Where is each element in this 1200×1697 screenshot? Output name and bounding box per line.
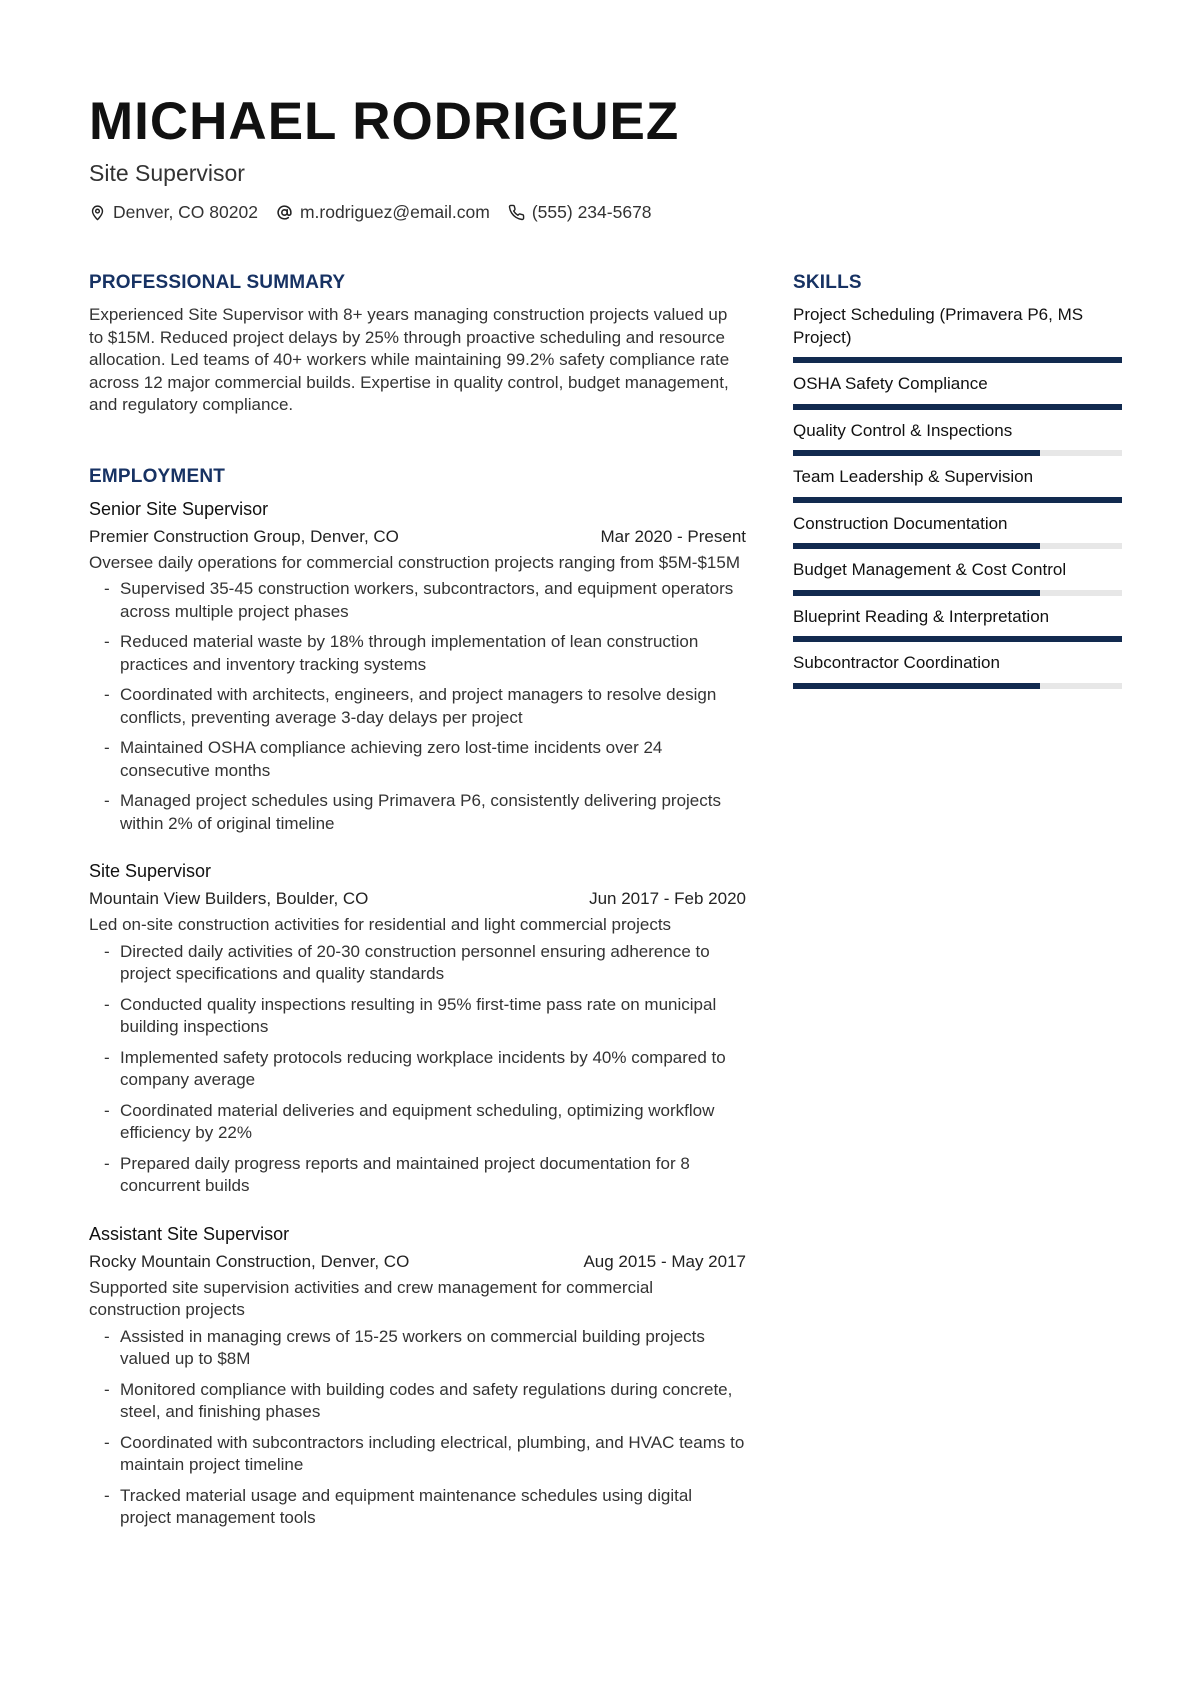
job-title: Site Supervisor bbox=[89, 861, 212, 881]
job-description: Supported site supervision activities and crew management for commercial construction projects bbox=[89, 1277, 654, 1319]
skill-label: Budget Management & Cost Control bbox=[793, 560, 1067, 579]
contact-location bbox=[89, 202, 258, 223]
location-pin-icon bbox=[89, 204, 106, 221]
summary-heading: PROFESSIONAL SUMMARY bbox=[89, 272, 346, 293]
skill-bar-track bbox=[793, 450, 1122, 456]
job-company: Mountain View Builders, Boulder, CO bbox=[89, 889, 369, 908]
bullet-text: Assisted in managing crews of 15-25 workers on commercial building projects valued up to $8M bbox=[120, 1326, 705, 1368]
job-entry bbox=[89, 1223, 746, 1530]
skill-bar-fill bbox=[793, 450, 1040, 456]
job-title: Assistant Site Supervisor bbox=[89, 1223, 290, 1244]
bullet-item: - Prepared daily progress reports and maintained project documentation for 8 concurrent builds bbox=[104, 1153, 690, 1195]
bullet-text: Maintained OSHA compliance achieving zero lost-time incidents over 24 consecutive months bbox=[120, 738, 663, 780]
bullet-item: - Coordinated with architects, engineers, and project managers to resolve design conflicts, preventing average 3-day delays per project bbox=[104, 685, 717, 727]
job-meta bbox=[89, 888, 746, 910]
bullet-item: - Coordinated material deliveries and equipment scheduling, optimizing workflow efficiency by 22% bbox=[104, 1100, 715, 1142]
bullet-text: Managed project schedules using Primavera P6, consistently delivering projects within 2% of original timeline bbox=[120, 791, 721, 833]
skill-bar-fill bbox=[793, 497, 1122, 503]
sidebar-column bbox=[793, 271, 1123, 699]
contact-phone bbox=[508, 202, 652, 223]
location-text: Denver, CO 80202 bbox=[113, 201, 258, 222]
skill-item bbox=[793, 420, 1123, 457]
bullet-item: - Coordinated with subcontractors including electrical, plumbing, and HVAC teams to maintain project timeline bbox=[104, 1432, 745, 1474]
job-dates: Mar 2020 - Present bbox=[600, 526, 746, 546]
skills-heading: SKILLS bbox=[793, 272, 862, 293]
bullet-text: Supervised 35-45 construction workers, subcontractors, and equipment operators across multiple project phases bbox=[120, 579, 734, 621]
job-description: Oversee daily operations for commercial construction projects ranging from $5M-$15M bbox=[89, 552, 740, 572]
bullet-text: Implemented safety protocols reducing workplace incidents by 40% compared to company average bbox=[120, 1047, 726, 1089]
skill-bar-fill bbox=[793, 404, 1122, 410]
skill-bar-fill bbox=[793, 683, 1040, 689]
bullet-text: Coordinated material deliveries and equipment scheduling, optimizing workflow efficiency by 22% bbox=[120, 1100, 715, 1142]
skill-bar-fill bbox=[793, 636, 1122, 642]
job-meta bbox=[89, 526, 746, 548]
skill-item bbox=[793, 606, 1123, 643]
skill-bar-fill bbox=[793, 543, 1040, 549]
employment-section bbox=[89, 465, 746, 1530]
bullet-text: Directed daily activities of 20-30 construction personnel ensuring adherence to project specifications and quality standards bbox=[120, 941, 710, 983]
contact-row bbox=[89, 200, 670, 224]
phone-text: (555) 234-5678 bbox=[531, 201, 652, 222]
skill-item bbox=[793, 304, 1123, 363]
bullet-item: - Tracked material usage and equipment maintenance schedules using digital project management tools bbox=[104, 1485, 693, 1527]
skill-item bbox=[793, 513, 1123, 550]
email-link[interactable]: m.rodriguez@email.com bbox=[299, 201, 490, 222]
employment-heading: EMPLOYMENT bbox=[89, 465, 226, 487]
job-description: Led on-site construction activities for residential and light commercial projects bbox=[89, 915, 672, 934]
job-dates: Jun 2017 - Feb 2020 bbox=[589, 889, 746, 908]
skill-label: Construction Documentation bbox=[793, 513, 1008, 533]
skill-bar-track bbox=[793, 357, 1122, 363]
skill-label: OSHA Safety Compliance bbox=[793, 374, 988, 393]
summary-text: Experienced Site Supervisor with 8+ years managing construction projects valued up to $15M. Reduced project delays by 25% through proactive scheduling and resource allocation. Led teams of 40+ workers while maintaining 99.2% safety compliance rate across 12 major commercial builds. Expertise in quality control, budget management, and regulatory compliance. bbox=[89, 305, 730, 414]
skill-bar-track bbox=[793, 497, 1122, 503]
skill-bar-fill bbox=[793, 357, 1122, 363]
at-sign-icon bbox=[276, 204, 293, 221]
skill-label: Team Leadership & Supervision bbox=[793, 467, 1034, 486]
skill-bar-track bbox=[793, 543, 1122, 549]
bullet-item: - Reduced material waste by 18% through implementation of lean construction practices and inventory tracking systems bbox=[104, 632, 699, 674]
bullet-text: Conducted quality inspections resulting in 95% first-time pass rate on municipal building inspections bbox=[120, 994, 717, 1036]
skill-bar-track bbox=[793, 590, 1122, 596]
bullet-item: - Implemented safety protocols reducing workplace incidents by 40% compared to company average bbox=[104, 1047, 726, 1089]
candidate-name: MICHAEL RODRIGUEZ bbox=[89, 92, 680, 151]
bullet-text: Monitored compliance with building codes and safety regulations during concrete, steel, and finishing phases bbox=[120, 1379, 733, 1421]
bullet-text: Coordinated with subcontractors including electrical, plumbing, and HVAC teams to maintain project timeline bbox=[120, 1432, 745, 1474]
bullet-item: - Managed project schedules using Primavera P6, consistently delivering projects within 2% of original timeline bbox=[104, 791, 721, 833]
job-entry bbox=[89, 498, 746, 836]
summary-section bbox=[89, 271, 746, 417]
bullet-item: - Supervised 35-45 construction workers, subcontractors, and equipment operators across multiple project phases bbox=[104, 579, 734, 621]
candidate-title: Site Supervisor bbox=[89, 160, 245, 186]
skill-item bbox=[793, 373, 1123, 410]
skill-bar-track bbox=[793, 636, 1122, 642]
skill-label: Subcontractor Coordination bbox=[793, 653, 1000, 672]
contact-email bbox=[276, 202, 490, 223]
job-entry bbox=[89, 860, 746, 1198]
phone-icon bbox=[508, 204, 525, 221]
bullet-item: - Directed daily activities of 20-30 construction personnel ensuring adherence to project specifications and quality standards bbox=[104, 941, 710, 983]
job-company: Rocky Mountain Construction, Denver, CO bbox=[89, 1251, 410, 1271]
bullet-text: Tracked material usage and equipment maintenance schedules using digital project management tools bbox=[120, 1485, 693, 1527]
bullet-text: Prepared daily progress reports and maintained project documentation for 8 concurrent builds bbox=[120, 1153, 690, 1195]
skills-list bbox=[793, 304, 1123, 689]
bullet-text: Reduced material waste by 18% through implementation of lean construction practices and inventory tracking systems bbox=[120, 632, 699, 674]
skill-label: Blueprint Reading & Interpretation bbox=[793, 606, 1050, 626]
job-bullets bbox=[89, 1326, 746, 1530]
skill-label: Project Scheduling (Primavera P6, MS Project) bbox=[793, 305, 1084, 347]
skill-label: Quality Control & Inspections bbox=[793, 420, 1013, 440]
skill-bar-fill bbox=[793, 590, 1040, 596]
skill-item bbox=[793, 466, 1123, 503]
job-bullets bbox=[89, 941, 746, 1198]
bullet-item: - Assisted in managing crews of 15-25 workers on commercial building projects valued up to $8M bbox=[104, 1326, 705, 1368]
job-bullets bbox=[89, 578, 746, 835]
bullet-item: - Monitored compliance with building codes and safety regulations during concrete, steel, and finishing phases bbox=[104, 1379, 733, 1421]
job-company: Premier Construction Group, Denver, CO bbox=[89, 526, 399, 546]
job-title: Senior Site Supervisor bbox=[89, 498, 269, 519]
skill-item bbox=[793, 559, 1123, 596]
skill-item bbox=[793, 652, 1123, 689]
bullet-item: - Maintained OSHA compliance achieving zero lost-time incidents over 24 consecutive months bbox=[104, 738, 663, 780]
main-column bbox=[89, 271, 746, 1555]
job-meta bbox=[89, 1251, 746, 1273]
bullet-item: - Conducted quality inspections resulting in 95% first-time pass rate on municipal building inspections bbox=[104, 994, 717, 1036]
skill-bar-track bbox=[793, 404, 1122, 410]
skill-bar-track bbox=[793, 683, 1122, 689]
job-dates: Aug 2015 - May 2017 bbox=[583, 1251, 746, 1271]
bullet-text: Coordinated with architects, engineers, and project managers to resolve design conflicts, preventing average 3-day delays per project bbox=[120, 685, 717, 727]
